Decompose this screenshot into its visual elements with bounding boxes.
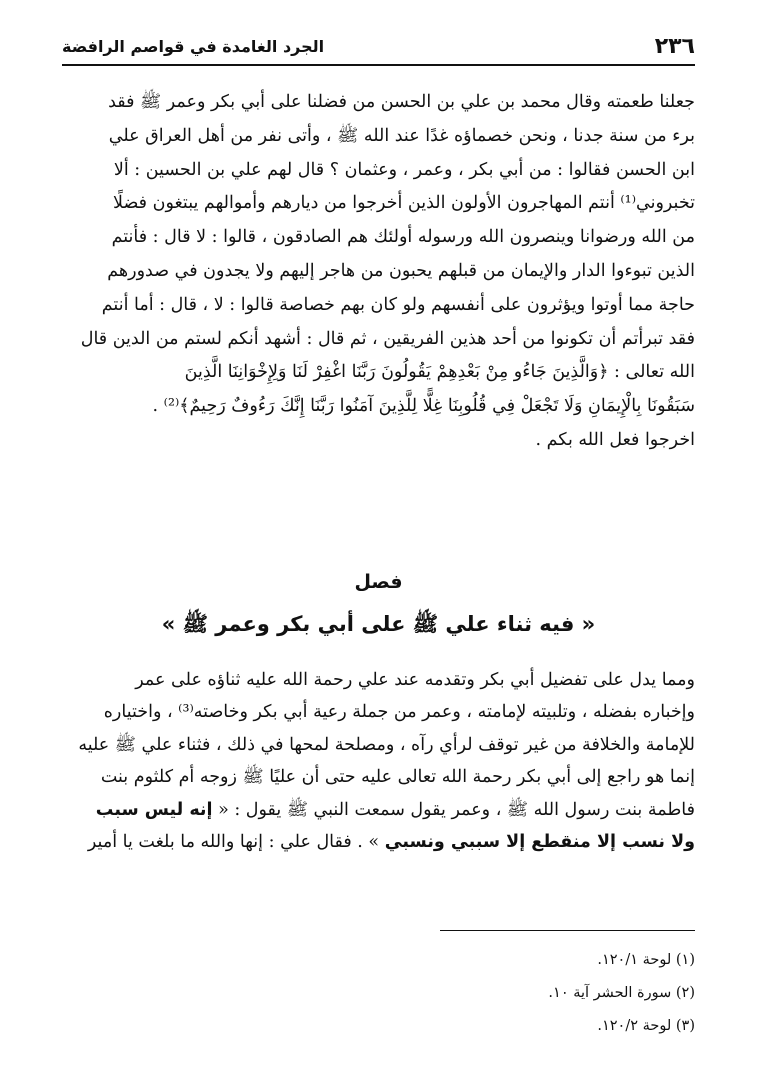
text-line: ابن الحسن فقالوا : من أبي بكر ، وعمر ، وعثمان ؟ قال لهم علي بن الحسين : ألا — [113, 159, 695, 180]
footnote: (٢) سورة الحشر آية ١٠. — [548, 985, 695, 1001]
quran-verse-line: الله تعالى : ﴿وَالَّذِينَ جَاءُو مِنْ بَعْدِهِمْ يَقُولُونَ رَبَّنَا اغْفِرْ لَنَا وَلِإِخْوَانِنَا الَّذِينَ — [184, 362, 695, 383]
text-line: فقد تبرأتم أن تكونوا من أحد هذين الفريقين ، ثم قال : أشهد أنكم لستم من الدين قال — [80, 328, 695, 349]
section-heading — [62, 562, 695, 646]
text-line: ومما يدل على تفضيل أبي بكر وتقدمه عند علي رحمة الله عليه ثناؤه على عمر — [135, 670, 695, 690]
text-line: وإخباره بفضله ، وتلبيته لإمامته ، وعمر من جملة رعية أبي بكر وخاصته⁽³⁾ ، واختياره — [103, 702, 695, 723]
page-header — [62, 28, 695, 66]
text-segment: فاطمة بنت رسول الله ﷺ ، وعمر يقول سمعت النبي ﷺ يقول : « — [218, 799, 695, 820]
main-text-block — [62, 86, 695, 458]
text-line: برء من سنة جدنا ، ونحن خصماؤه غدًا عند الله ﷺ ، وأتى نفر من أهل العراق علي — [108, 125, 695, 146]
section-subtitle: « فيه ثناء علي ﷺ على أبي بكر وعمر ﷺ » — [161, 612, 596, 636]
running-title: الجرد الغامدة في قواصم الرافضة — [62, 36, 325, 56]
hadith-quote: ولا نسب إلا منقطع إلا سببي ونسبي — [384, 832, 695, 853]
text-line — [62, 794, 695, 826]
quran-verse-line: سَبَقُونَا بِالْإِيمَانِ وَلَا تَجْعَلْ فِي قُلُوبِنَا غِلًّا لِلَّذِينَ آمَنُوا رَبَّنَا إِنَّكَ رَءُوفٌ رَحِيمٌ﴾⁽²⁾ . — [152, 396, 695, 417]
text-segment: » . فقال علي : إنها والله ما بلغت يا أمير — [87, 832, 380, 853]
footnotes — [295, 944, 695, 1043]
section-text-block — [62, 664, 695, 858]
text-line: إنما هو راجع إلى أبي بكر رحمة الله تعالى عليه حتى أن عليًا ﷺ زوجه أم كلثوم بنت — [100, 767, 695, 788]
page-number: ٢٣٦ — [654, 33, 695, 59]
footnote: (٣) لوحة ١٢٠/٢. — [597, 1018, 695, 1034]
footnote: (١) لوحة ١٢٠/١. — [597, 952, 695, 968]
text-line: اخرجوا فعل الله بكم . — [535, 429, 695, 450]
section-title: فصل — [354, 571, 403, 593]
text-line: للإمامة والخلافة من غير توقف لرأي رآه ، ومصلحة لمحها في ذلك ، فثناء علي ﷺ عليه — [78, 734, 695, 755]
text-line: من الله ورضوانا وينصرون الله ورسوله أولئك هم الصادقون ، قالوا : لا قال : فأنتم — [111, 227, 695, 248]
text-line: تخبروني⁽¹⁾ أنتم المهاجرون الأولون الذين أخرجوا من ديارهم وأموالهم يبتغون فضلًا — [113, 193, 695, 214]
text-line: جعلنا طعمته وقال محمد بن علي بن الحسن من فضلنا على أبي بكر وعمر ﷺ فقد — [108, 92, 695, 112]
footnote-divider — [440, 930, 695, 931]
hadith-quote: إنه ليس سبب — [95, 799, 213, 820]
text-line: حاجة مما أوتوا ويؤثرون على أنفسهم ولو كان بهم خصاصة قالوا : لا ، قال : أما أنتم — [101, 294, 695, 315]
text-line: الذين تبوءوا الدار والإيمان من قبلهم يحبون من هاجر إليهم ولا يجدون في صدورهم — [107, 260, 695, 281]
text-line — [62, 826, 695, 858]
